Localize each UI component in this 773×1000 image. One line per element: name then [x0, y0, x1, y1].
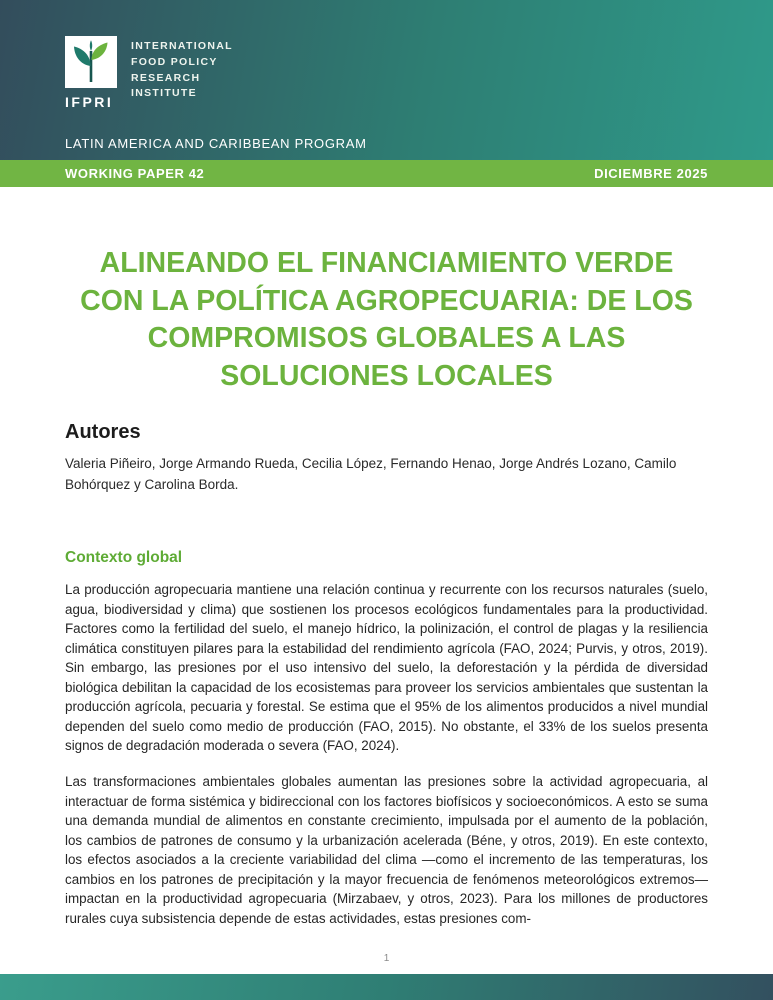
org-name-line: INTERNATIONAL — [131, 40, 233, 52]
body-paragraph-2: Las transformaciones ambientales globales aumentan las presiones sobre la actividad agropecuaria, al interactuar de forma sistémica y bidireccional con los factores biofísicos y socioeconómicos. A esto se suma una demanda mundial de alimentos en constante crecimiento, impulsada por el aumento de la población, los cambios de patrones de consumo y la urbanización acelerada (Béne, y otros, 2019). En este contexto, los efectos asociados a la creciente variabilidad del clima —como el incremento de las temperaturas, los cambios en los patrones de precipitación y la mayor frecuencia de fenómenos meteorológicos extremos— impactan en la productividad agropecuaria (Mirzabaev, y otros, 2023). Para los millones de productores rurales cuya subsistencia depende de estas actividades, estas presiones com- — [65, 774, 708, 926]
org-name-line: INSTITUTE — [131, 87, 197, 100]
issue-date: DICIEMBRE 2025 — [594, 166, 708, 181]
page-number: 1 — [383, 953, 390, 964]
working-paper-label: WORKING PAPER 42 — [65, 166, 205, 181]
program-name: LATIN AMERICA AND CARIBBEAN PROGRAM — [65, 136, 367, 151]
working-paper-banner — [0, 160, 773, 187]
paper-content — [0, 245, 773, 929]
org-name-line: FOOD POLICY — [131, 55, 218, 68]
org-name — [131, 36, 233, 110]
footer-bar — [0, 974, 773, 1000]
ifpri-plant-icon — [65, 36, 117, 88]
org-name-line: RESEARCH — [131, 71, 201, 84]
authors-heading: Autores — [65, 421, 141, 444]
section-heading-contexto-global: Contexto global — [65, 548, 183, 566]
ifpri-logo — [65, 0, 708, 110]
authors-list: Valeria Piñeiro, Jorge Armando Rueda, Cecilia López, Fernando Henao, Jorge Andrés Lozano, Camilo Bohórquez y Carolina Borda. — [65, 456, 677, 492]
body-paragraph-1: La producción agropecuaria mantiene una relación continua y recurrente con los recursos naturales (suelo, agua, biodiversidad y clima) que sostienen los procesos ecológicos fundamentales para la productividad. Factores como la fertilidad del suelo, el manejo hídrico, la polinización, el control de plagas y la resiliencia climática constituyen pilares para la estabilidad del rendimiento agrícola (FAO, 2024; Purvis, y otros, 2019). Sin embargo, las presiones por el uso intensivo del suelo, la deforestación y la pérdida de diversidad biológica debilitan la capacidad de los ecosistemas para proveer los servicios ambientales que sustentan la producción agrícola, pecuaria y forestal. Se estima que el 95% de los alimentos producidos a nivel mundial dependen del suelo como medio de producción (FAO, 2015). No obstante, el 33% de los suelos presenta signos de degradación moderada o severa (FAO, 2024). — [65, 581, 708, 754]
ifpri-acronym: IFPRI — [65, 94, 114, 110]
paper-title: ALINEANDO EL FINANCIAMIENTO VERDE CON LA POLÍTICA AGROPECUARIA: DE LOS COMPROMISOS GLOBALES A LAS SOLUCIONES LOCALES — [80, 247, 693, 392]
masthead — [0, 0, 773, 160]
ifpri-logo-box — [65, 36, 117, 110]
